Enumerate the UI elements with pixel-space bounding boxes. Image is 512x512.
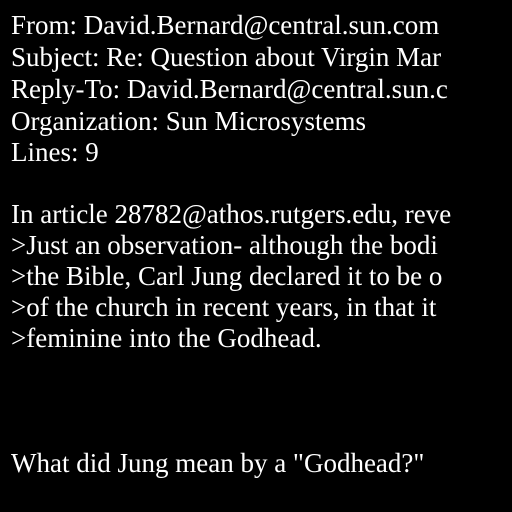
- quoted-line: >feminine into the Godhead.: [11, 323, 322, 353]
- header-organization: Organization: Sun Microsystems: [11, 106, 366, 136]
- body-attribution: In article 28782@athos.rutgers.edu, reve: [11, 199, 452, 229]
- header-subject: Subject: Re: Question about Virgin Mar: [11, 42, 442, 72]
- header-lines: Lines: 9: [11, 137, 99, 167]
- header-from: From: David.Bernard@central.sun.com: [11, 10, 440, 40]
- header-reply-to: Reply-To: David.Bernard@central.sun.c: [11, 74, 448, 104]
- quoted-line: >the Bible, Carl Jung declared it to be o: [11, 261, 443, 291]
- quoted-line: >of the church in recent years, in that it: [11, 292, 437, 322]
- reply-text: What did Jung mean by a "Godhead?": [11, 448, 425, 478]
- quoted-line: >Just an observation- although the bodi: [11, 230, 438, 260]
